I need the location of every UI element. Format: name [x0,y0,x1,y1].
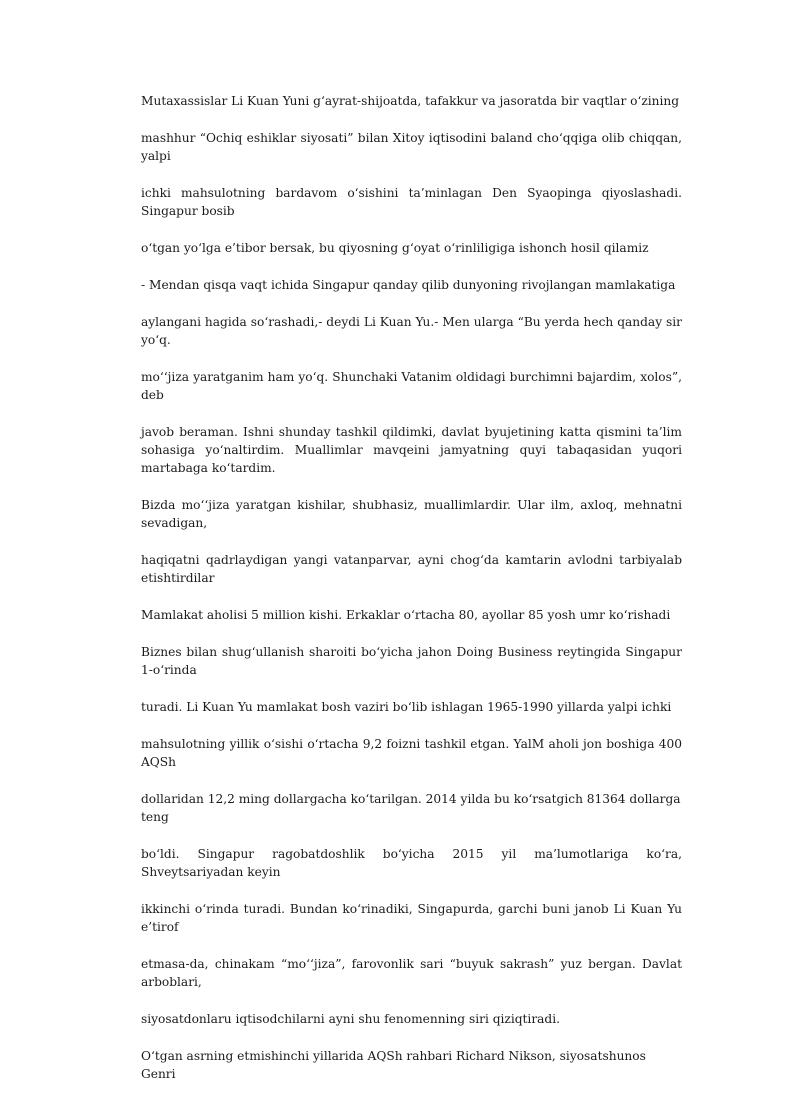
paragraph: mashhur “Ochiq eshiklar siyosati” bilan Xitoy iqtisodini baland cho‘qqiga olib chiqqan, yalpi [141,131,682,163]
paragraph: - Mendan qisqa vaqt ichida Singapur qanday qilib dunyoning rivojlangan mamlakatiga [141,278,676,292]
paragraph: haqiqatni qadrlaydigan yangi vatanparvar, ayni chog‘da kamtarin avlodni tarbiyalab etishtirdilar [141,553,682,585]
paragraph: Bizda mo‘‘jiza yaratgan kishilar, shubhasiz, muallimlardir. Ular ilm, axloq, mehnatni sevadigan, [141,498,682,530]
paragraph: javob beraman. Ishni shunday tashkil qildimki, davlat byujetining katta qismini ta’lim sohasiga yo‘naltirdim. Muallimlar mavqeini jamyatning quyi tabaqasidan yuqori martabaga ko‘tardim. [141,425,682,475]
paragraph: ikkinchi o‘rinda turadi. Bundan ko‘rinadiki, Singapurda, garchi buni janob Li Kuan Yu e’tirof [141,902,682,934]
paragraph: mo‘‘jiza yaratganim ham yo‘q. Shunchaki Vatanim oldidagi burchimni bajardim, xolos”, deb [141,370,682,402]
paragraph: mahsulotning yillik o‘sishi o‘rtacha 9,2 foizni tashkil etgan. YalM aholi jon boshiga 400 AQSh [141,737,682,769]
paragraph: o‘tgan yo‘lga e’tibor bersak, bu qiyosning g‘oyat o‘rinliligiga ishonch hosil qilamiz [141,241,649,255]
paragraph: turadi. Li Kuan Yu mamlakat bosh vaziri bo‘lib ishlagan 1965-1990 yillarda yalpi ichki [141,700,672,714]
body-text [141,92,682,1102]
paragraph: bo‘ldi. Singapur ragobatdoshlik bo‘yicha 2015 yil ma’lumotlariga ko‘ra, Shveytsariyadan keyin [141,847,682,879]
paragraph: ichki mahsulotning bardavom o‘sishini ta’minlagan Den Syaopinga qiyoslashadi. Singapur bosib [141,186,682,218]
paragraph: siyosatdonlaru iqtisodchilarni ayni shu fenomenning siri qiziqtiradi. [141,1012,560,1026]
paragraph: Biznes bilan shug‘ullanish sharoiti bo‘yicha jahon Doing Business reytingida Singapur 1-o‘rinda [141,645,682,677]
paragraph: Mamlakat aholisi 5 million kishi. Erkaklar o‘rtacha 80, ayollar 85 yosh umr ko‘rishadi [141,608,671,622]
paragraph: dollaridan 12,2 ming dollargacha ko‘tarilgan. 2014 yilda bu ko‘rsatgich 81364 dollarga teng [141,792,681,824]
paragraph: etmasa-da, chinakam “mo‘‘jiza”, farovonlik sari “buyuk sakrash” yuz bergan. Davlat arboblari, [141,957,682,989]
paragraph: Mutaxassislar Li Kuan Yuni g‘ayrat-shijoatda, tafakkur va jasoratda bir vaqtlar o‘zining [141,94,680,108]
paragraph: O‘tgan asrning etmishinchi yillarida AQSh rahbari Richard Nikson, siyosatshunos Genri [141,1049,646,1081]
paragraph: aylangani hagida so‘rashadi,- deydi Li Kuan Yu.- Men ularga “Bu yerda hech qanday sir yo‘q. [141,315,682,347]
